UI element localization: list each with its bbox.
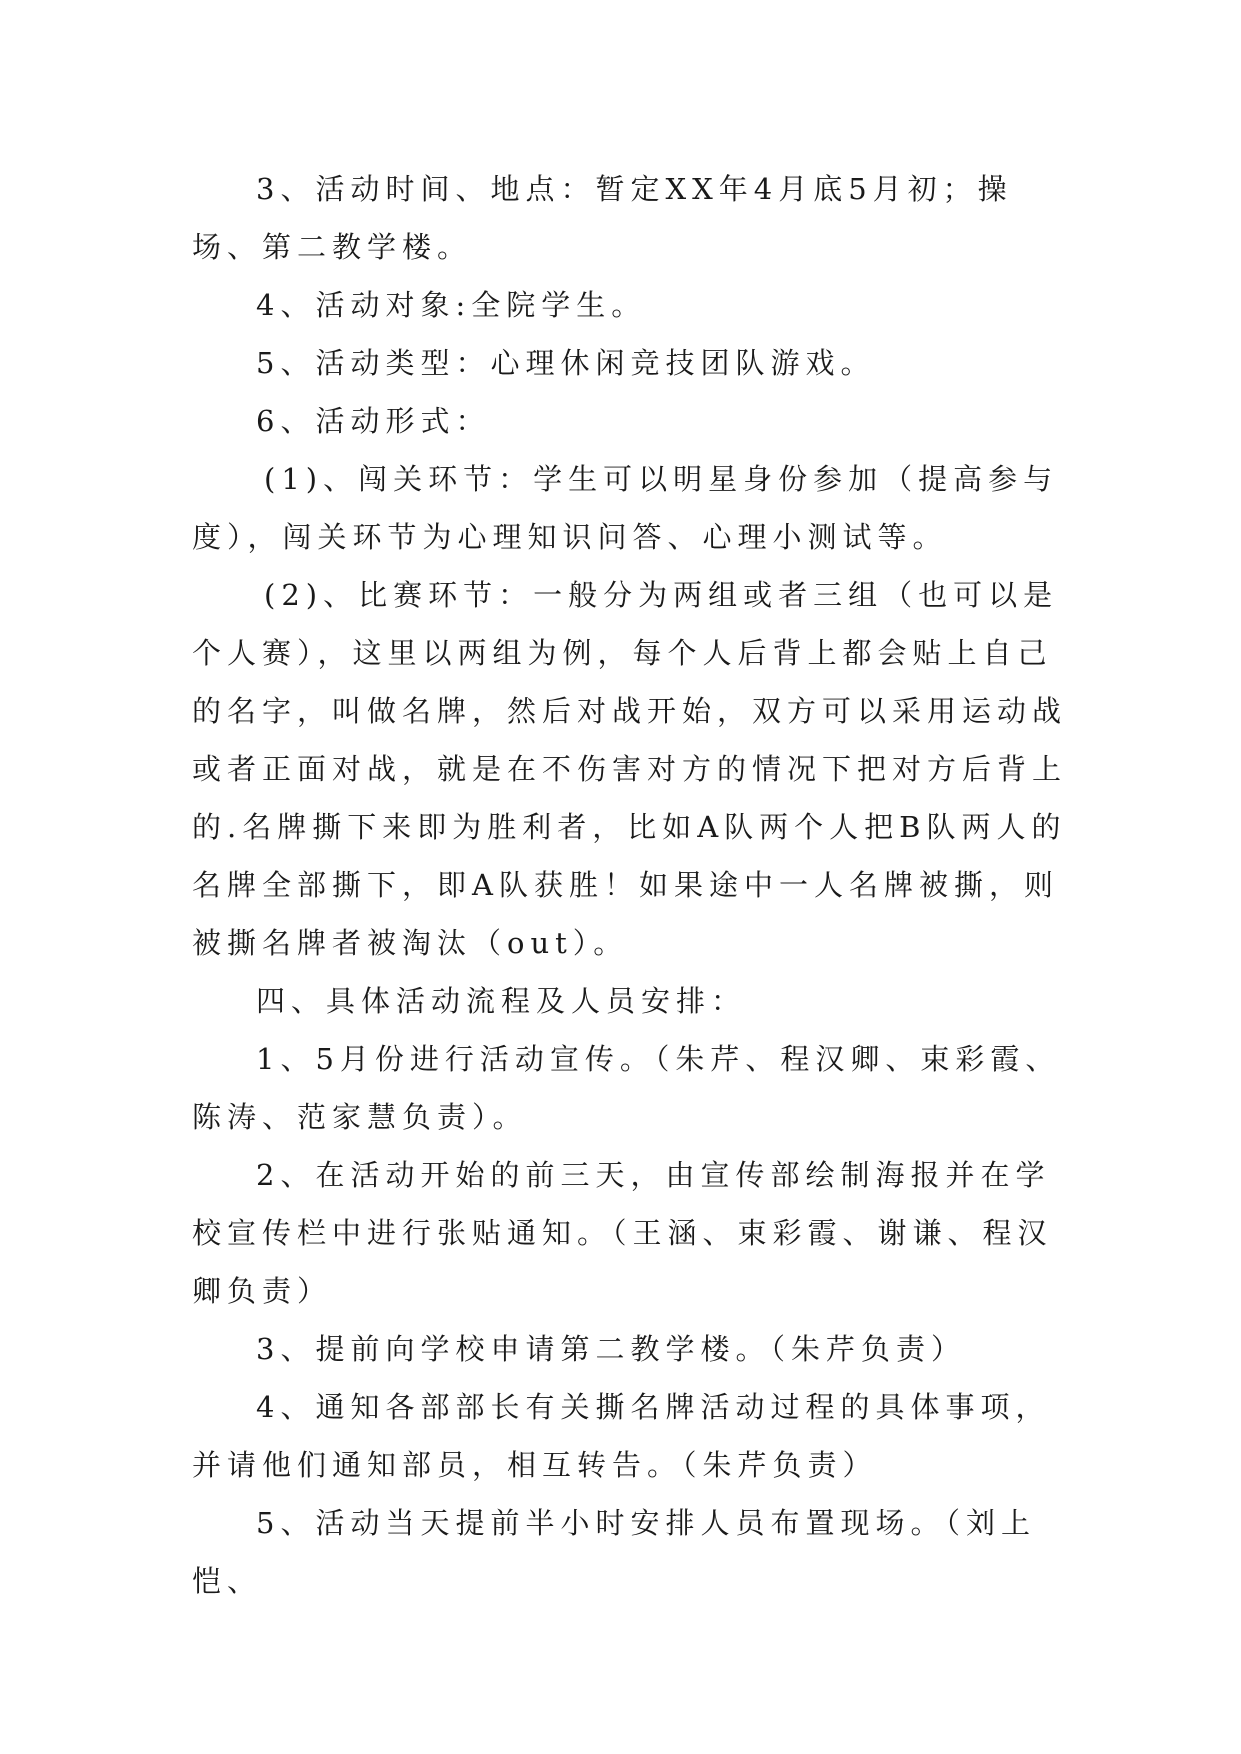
paragraph-target: 4、活动对象:全院学生。 — [256, 288, 647, 322]
paragraph-form: 6、活动形式： — [256, 404, 491, 438]
paragraph-time-place: 3、活动时间、地点：暂定XX年4月底5月初；操场、第二教学楼。 — [192, 172, 1013, 264]
paragraph-stage-1: (1)、闯关环节：学生可以明星身份参加（提高参与度），闯关环节为心理知识问答、心理小测试等。 — [192, 462, 1059, 554]
paragraph-step-1: 1、5月份进行活动宣传。（朱芹、程汉卿、束彩霞、陈涛、范家慧负责）。 — [192, 1042, 1061, 1134]
paragraph-step-4: 4、通知各部部长有关撕名牌活动过程的具体事项，并请他们通知部员，相互转告。（朱芹负责） — [192, 1390, 1051, 1482]
paragraph-step-5: 5、活动当天提前半小时安排人员布置现场。（刘上恺、 — [192, 1506, 1036, 1598]
paragraph-step-3: 3、提前向学校申请第二教学楼。（朱芹负责） — [256, 1332, 966, 1366]
paragraph-step-2: 2、在活动开始的前三天，由宣传部绘制海报并在学校宣传栏中进行张贴通知。（王涵、束彩霞、谢谦、程汉卿负责） — [192, 1158, 1053, 1308]
paragraph-type: 5、活动类型：心理休闲竞技团队游戏。 — [256, 346, 876, 380]
paragraph-stage-2: (2)、比赛环节：一般分为两组或者三组（也可以是个人赛），这里以两组为例，每个人后背上都会贴上自己的名字，叫做名牌，然后对战开始，双方可以采用运动战或者正面对战，就是在不伤害对方的情况下把对方后背上的.名牌撕下来即为胜利者，比如A队两个人把B队两人的名牌全部撕下，即A队获胜！如果途中一人名牌被撕，则被撕名牌者被淘汰（out）。 — [192, 578, 1068, 960]
document-body — [192, 160, 1072, 1610]
section-heading-process: 四、具体活动流程及人员安排： — [256, 984, 747, 1018]
